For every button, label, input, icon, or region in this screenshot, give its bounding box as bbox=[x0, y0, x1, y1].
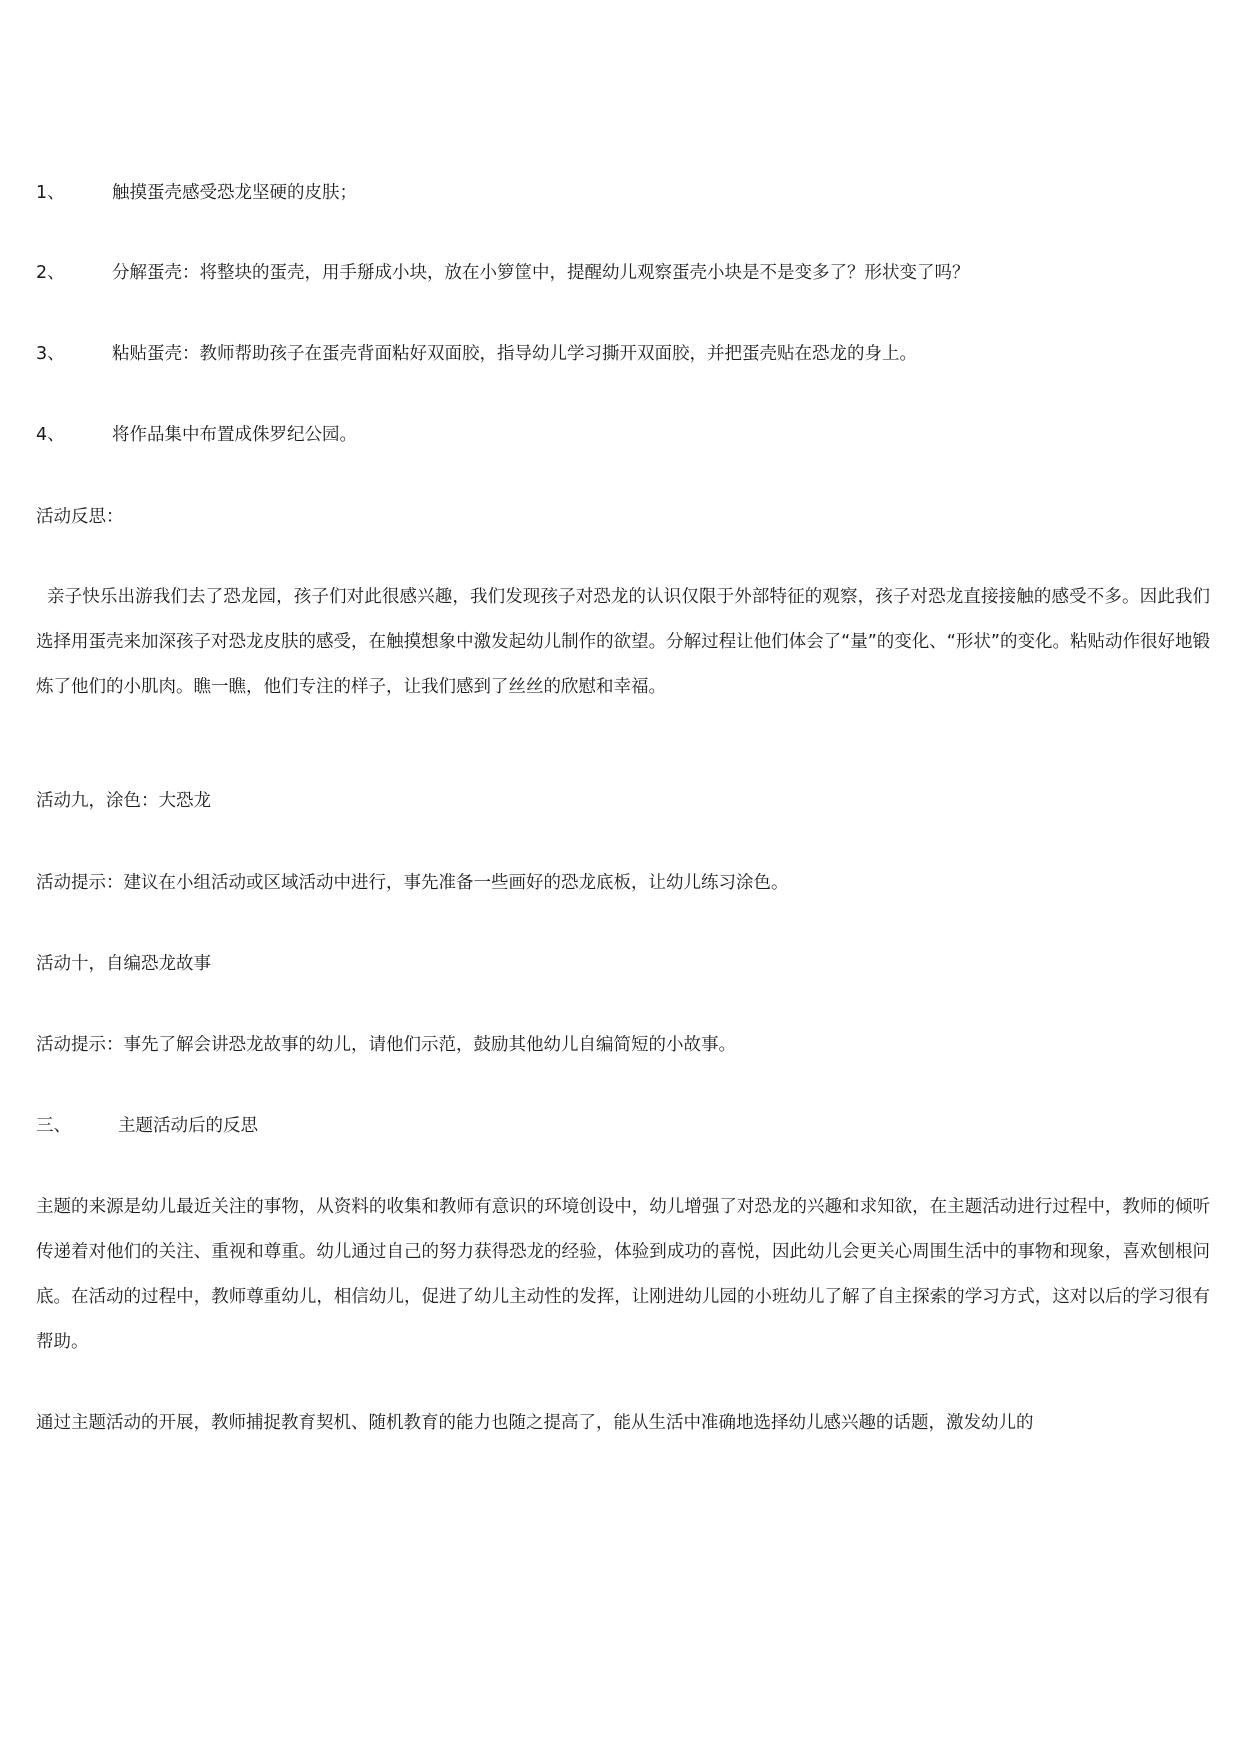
step-text-4: 将作品集中布置成侏罗纪公园。 bbox=[112, 425, 357, 445]
activity-ten-title: 活动十，自编恐龙故事 bbox=[36, 954, 211, 974]
reflection-paragraph: 亲子快乐出游我们去了恐龙园，孩子们对此很感兴趣，我们发现孩子对恐龙的认识仅限于外部特征的观察，孩子对恐龙直接接触的感受不多。因此我们选择用蛋壳来加深孩子对恐龙皮肤的感受，在触摸想象中激发起幼儿制作的欲望。分解过程让他们体会了“量”的变化、“形状”的变化。粘贴动作很好地锻炼了他们的小肌肉。瞧一瞧，他们专注的样子，让我们感到了丝丝的欣慰和幸福。 bbox=[36, 587, 1210, 697]
step-text-3: 粘贴蛋壳：教师帮助孩子在蛋壳背面粘好双面胶，指导幼儿学习撕开双面胶，并把蛋壳贴在恐龙的身上。 bbox=[112, 344, 917, 364]
step-number-1: 1、 bbox=[36, 183, 65, 203]
reflection-heading: 活动反思： bbox=[36, 507, 124, 527]
activity-nine-title: 活动九，涂色：大恐龙 bbox=[36, 791, 211, 811]
section-three-heading: 主题活动后的反思 bbox=[118, 1116, 258, 1136]
activity-nine-tip: 活动提示：建议在小组活动或区域活动中进行，事先准备一些画好的恐龙底板，让幼儿练习涂色。 bbox=[36, 873, 789, 893]
section-three-number: 三、 bbox=[36, 1116, 71, 1136]
summary-paragraph-2: 通过主题活动的开展，教师捕捉教育契机、随机教育的能力也随之提高了，能从生活中准确地选择幼儿感兴趣的话题，激发幼儿的 bbox=[36, 1413, 1034, 1433]
step-text-2: 分解蛋壳：将整块的蛋壳，用手掰成小块，放在小箩筐中，提醒幼儿观察蛋壳小块是不是变多了？形状变了吗？ bbox=[112, 263, 970, 283]
summary-paragraph-1: 主题的来源是幼儿最近关注的事物，从资料的收集和教师有意识的环境创设中，幼儿增强了对恐龙的兴趣和求知欲，在主题活动进行过程中，教师的倾听传递着对他们的关注、重视和尊重。幼儿通过自己的努力获得恐龙的经验，体验到成功的喜悦，因此幼儿会更关心周围生活中的事物和现象，喜欢刨根问底。在活动的过程中，教师尊重幼儿，相信幼儿，促进了幼儿主动性的发挥，让刚进幼儿园的小班幼儿了解了自主探索的学习方式，这对以后的学习很有帮助。 bbox=[36, 1197, 1210, 1352]
step-text-1: 触摸蛋壳感受恐龙坚硬的皮肤； bbox=[112, 183, 357, 203]
step-number-3: 3、 bbox=[36, 344, 65, 364]
activity-ten-tip: 活动提示：事先了解会讲恐龙故事的幼儿，请他们示范，鼓励其他幼儿自编简短的小故事。 bbox=[36, 1035, 736, 1055]
step-number-2: 2、 bbox=[36, 263, 65, 283]
step-number-4: 4、 bbox=[36, 425, 65, 445]
